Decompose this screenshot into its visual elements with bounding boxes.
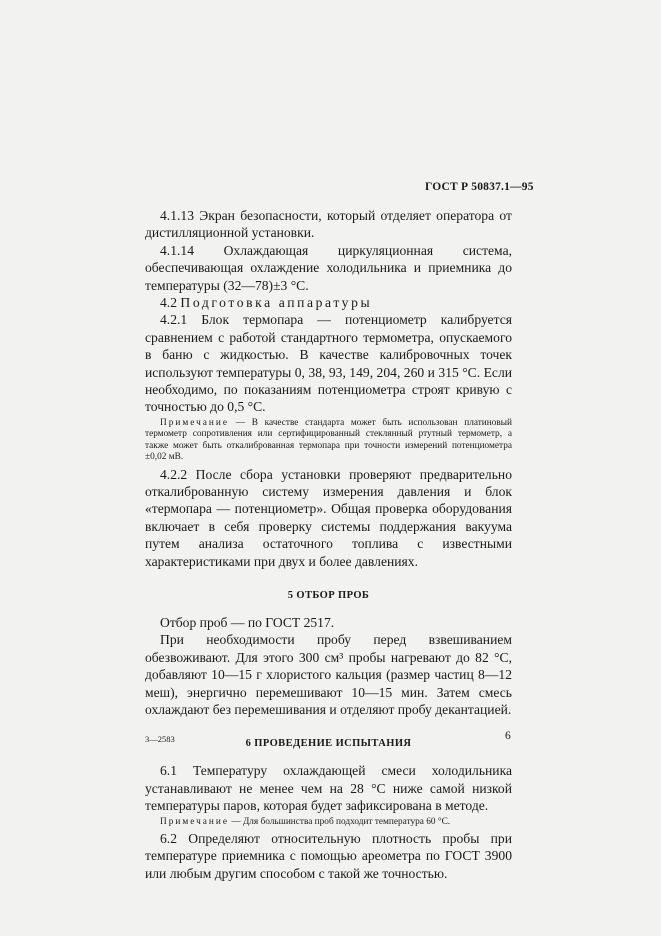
paragraph-4-2-1: 4.2.1 Блок термопара — потенциометр калибруется сравнением с работой стандартного термометра, опускаемого в баню с жидкостью. В качестве калибровочных точек используют температуры 0, 38, 93, 149, 204, 260 и 315 °С. Если необходимо, по показаниям потенциометра строят кривую с точностью до 0,5 °С. bbox=[145, 312, 512, 415]
note-1-label: Примечание bbox=[160, 417, 229, 428]
note-2-label: Примечание bbox=[160, 816, 229, 827]
paragraph-4-2-2: 4.2.2 После сбора установки проверяют предварительно откалиброванную систему измерения давления и блок «термопара — потенциометр». Общая проверка оборудования включает в себя проверку системы поддержания вакуума путем анализа остаточного топлива с известными характеристиками при двух и более давлениях. bbox=[145, 466, 512, 569]
paragraph-6-2: 6.2 Определяют относительную плотность пробы при температуре приемника с помощью ареометра по ГОСТ 3900 или любым другим способом с такой же точностью. bbox=[145, 831, 512, 881]
note-2 bbox=[145, 817, 512, 828]
paragraph-5-2: При необходимости пробу перед взвешиванием обезвоживают. Для этого 300 см³ пробы нагревают до 82 °С, добавляют 10—15 г хлористого кальция (размер частиц 8—12 меш), энергично перемешивают 10—15 мин. Затем смесь охлаждают без перемешивания и отделяют пробу декантацией. bbox=[145, 632, 512, 717]
section-5-heading: 5 ОТБОР ПРОБ bbox=[287, 589, 370, 601]
subsection-4-2-title bbox=[145, 294, 512, 311]
subsection-number: 4.2 bbox=[160, 295, 177, 311]
subsection-title: Подготовка аппаратуры bbox=[180, 295, 373, 311]
text-column bbox=[145, 207, 512, 882]
standard-code-header: ГОСТ Р 50837.1—95 bbox=[425, 181, 534, 193]
print-code: 3—2583 bbox=[145, 734, 175, 744]
paragraph-4-1-14: 4.1.14 Охлаждающая циркуляционная система, обеспечивающая охлаждение холодильника и приемника до температуры (32—78)±3 °С. bbox=[145, 242, 512, 293]
note-1-text: — В качестве стандарта может быть использован платиновый термометр сопротивления или сертифицированный стеклянный ртутный термометр, а также может быть откалиброванная термопара при точности измерений потенциометра ±0,02 мВ. bbox=[145, 417, 512, 463]
paragraph-4-1-13: 4.1.13 Экран безопасности, который отделяет оператора от дистилляционной установки. bbox=[145, 208, 512, 241]
page-number: 6 bbox=[505, 730, 511, 742]
section-6-heading: 6 ПРОВЕДЕНИЕ ИСПЫТАНИЯ bbox=[245, 738, 412, 750]
paragraph-6-1: 6.1 Температуру охлаждающей смеси холодильника устанавливают не менее чем на 28 °С ниже самой низкой температуры паров, которая будет зафиксирована в методе. bbox=[145, 763, 512, 814]
paragraph-5-1: Отбор проб — по ГОСТ 2517. bbox=[160, 614, 335, 630]
note-1 bbox=[145, 418, 512, 464]
note-2-text: — Для большинства проб подходит температура 60 °С. bbox=[229, 816, 451, 827]
